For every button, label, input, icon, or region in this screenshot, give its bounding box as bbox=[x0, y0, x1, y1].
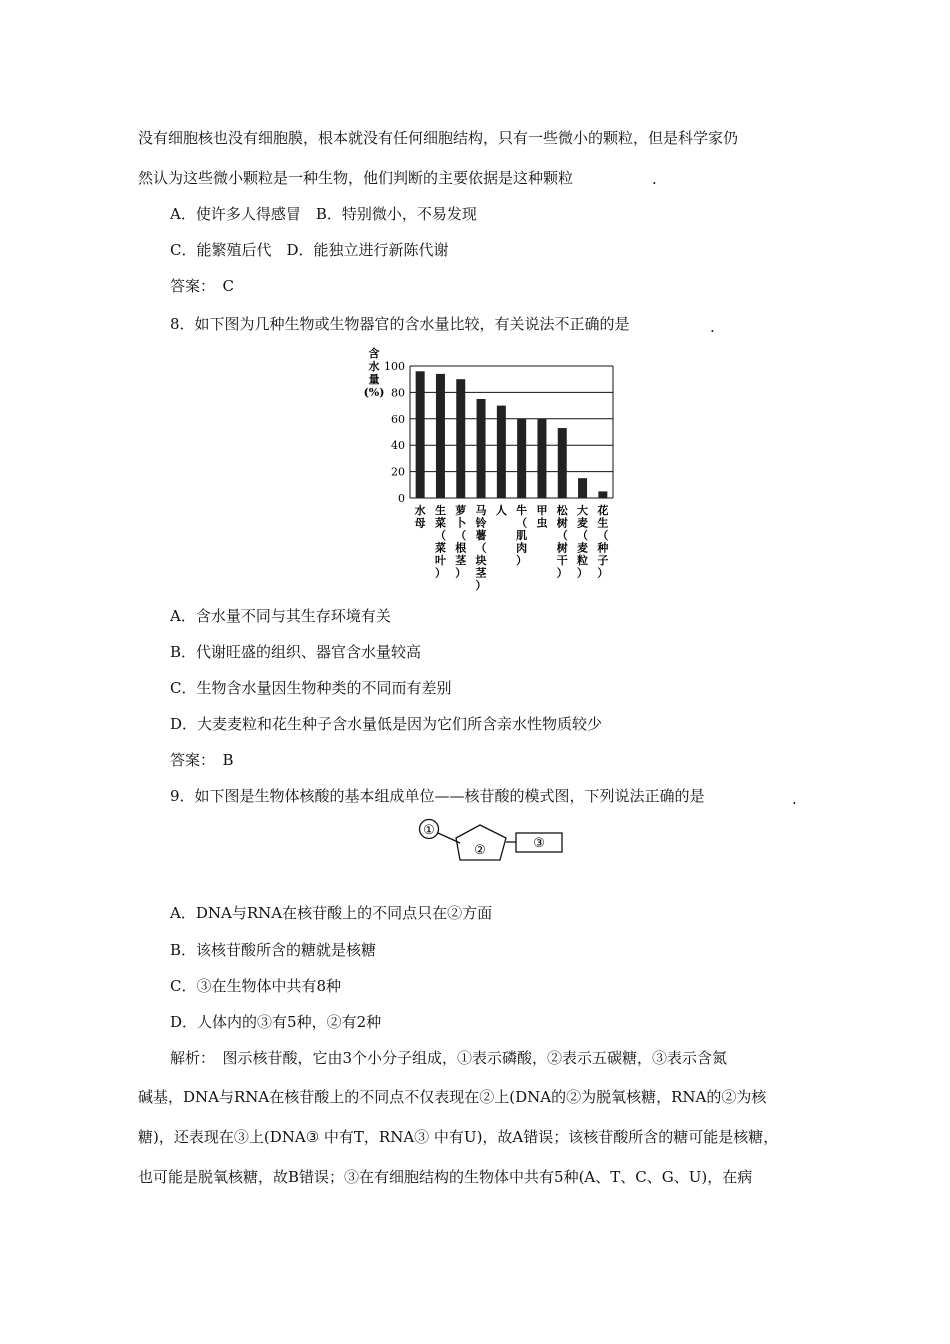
q8-blank: . bbox=[710, 318, 715, 336]
x-tick-label-char: 种 bbox=[597, 541, 609, 555]
x-tick-label-char: （ bbox=[577, 529, 589, 542]
q7-option-cd: C．能繁殖后代 D．能独立进行新陈代谢 bbox=[170, 241, 449, 259]
bar bbox=[537, 419, 546, 498]
y-tick-label: 40 bbox=[391, 439, 405, 453]
x-tick-label-char: （ bbox=[455, 529, 467, 542]
sugar-label: ② bbox=[474, 843, 486, 858]
y-tick-label: 0 bbox=[398, 492, 405, 505]
x-tick-label-char: 生 bbox=[434, 504, 446, 517]
q8-option-d: D．大麦麦粒和花生种子含水量低是因为它们所含亲水性物质较少 bbox=[170, 715, 603, 733]
q9-option-b: B．该核苷酸所含的糖就是核糖 bbox=[170, 941, 377, 959]
q8-stem: 8．如下图为几种生物或生物器官的含水量比较，有关说法不正确的是 bbox=[170, 315, 630, 333]
y-label-char: (%) bbox=[363, 386, 385, 399]
x-tick-label-char: 大 bbox=[577, 504, 589, 517]
q8-option-c: C．生物含水量因生物种类的不同而有差别 bbox=[170, 679, 452, 697]
bar bbox=[598, 491, 607, 498]
q9-option-d: D．人体内的③有5种，②有2种 bbox=[170, 1013, 382, 1031]
bar bbox=[558, 428, 567, 498]
bar bbox=[456, 379, 465, 498]
x-tick-label-char: 母 bbox=[414, 516, 426, 530]
q9-analysis-line2: 碱基，DNA与RNA在核苷酸上的不同点不仅表现在②上(DNA的②为脱氧核糖，RNA的②为核 bbox=[138, 1088, 767, 1106]
bars bbox=[416, 371, 608, 498]
x-tick-label-char: 马 bbox=[475, 504, 487, 517]
x-tick-label-char: （ bbox=[516, 516, 528, 530]
x-tick-label-char: 肉 bbox=[516, 541, 528, 555]
x-tick-label-char: 人 bbox=[495, 504, 507, 517]
bar bbox=[436, 374, 445, 498]
x-tick-label-char: （ bbox=[597, 529, 609, 542]
x-tick-label-char: 卜 bbox=[455, 516, 467, 530]
x-tick-label-char: 树 bbox=[556, 516, 568, 530]
bar bbox=[517, 419, 526, 498]
q7-blank: . bbox=[652, 170, 657, 188]
nucleotide-diagram bbox=[412, 816, 572, 876]
x-tick-label-char: 茎 bbox=[455, 554, 467, 567]
x-tick-label-char: （ bbox=[475, 541, 487, 555]
base-label: ③ bbox=[533, 836, 545, 851]
q8-option-a: A．含水量不同与其生存环境有关 bbox=[170, 607, 391, 625]
x-tick-label-char: 麦 bbox=[577, 516, 589, 530]
y-tick-label: 80 bbox=[391, 386, 405, 400]
q9-analysis-line1: 解析： 图示核苷酸，它由3个小分子组成，①表示磷酸，②表示五碳糖，③表示含氮 bbox=[170, 1049, 728, 1067]
q9-analysis-line4: 也可能是脱氧核糖，故B错误；③在有细胞结构的生物体中共有5种(A、T、C、G、U)，在病 bbox=[138, 1168, 753, 1186]
x-tick-label-char: 菜 bbox=[434, 541, 446, 555]
x-tick-label-char: 粒 bbox=[577, 554, 589, 567]
x-tick-label-char: 子 bbox=[597, 554, 609, 567]
y-label-char: 水 bbox=[368, 360, 380, 373]
q9-analysis-line3: 糖)，还表现在③上(DNA③ 中有T，RNA③ 中有U)，故A错误；该核苷酸所含的糖可能是核糖， bbox=[138, 1128, 779, 1146]
x-tick-label-char: ） bbox=[597, 566, 609, 580]
q7-option-ab: A．使许多人得感冒 B．特别微小，不易发现 bbox=[170, 205, 477, 223]
x-tick-label-char: ） bbox=[516, 554, 528, 567]
q9-option-a: A．DNA与RNA在核苷酸上的不同点只在②方面 bbox=[170, 904, 493, 922]
x-tick-label-char: 菜 bbox=[434, 516, 446, 530]
x-tick-label-char: 甲 bbox=[536, 504, 548, 517]
x-tick-label-char: 萝 bbox=[455, 504, 467, 517]
x-tick-label-char: 根 bbox=[455, 541, 467, 555]
q7-stem-line2: 然认为这些微小颗粒是一种生物，他们判断的主要依据是这种颗粒 bbox=[138, 169, 574, 187]
x-tick-label-char: 叶 bbox=[434, 554, 446, 567]
y-tick-label: 60 bbox=[391, 412, 405, 426]
x-tick-label-char: 肌 bbox=[516, 529, 528, 542]
x-tick-label-char: 牛 bbox=[516, 504, 528, 517]
x-tick-label-char: ） bbox=[475, 579, 487, 592]
q9-stem: 9．如下图是生物体核酸的基本组成单位——核苷酸的模式图，下列说法正确的是 bbox=[170, 787, 705, 805]
x-tick-label-char: 生 bbox=[597, 516, 609, 530]
q7-answer: 答案： C bbox=[170, 277, 234, 295]
x-tick-label-char: 块 bbox=[475, 554, 487, 567]
x-tick-label-char: （ bbox=[556, 529, 568, 542]
q9-option-c: C．③在生物体中共有8种 bbox=[170, 977, 342, 995]
x-tick-label-char: 树 bbox=[556, 541, 568, 555]
x-tick-label-char: 水 bbox=[414, 504, 426, 517]
x-tick-labels bbox=[415, 503, 609, 592]
y-tick-label: 20 bbox=[391, 465, 405, 479]
q8-option-b: B．代谢旺盛的组织、器官含水量较高 bbox=[170, 643, 422, 661]
x-tick-label-char: 虫 bbox=[536, 516, 548, 530]
bar bbox=[497, 406, 506, 498]
x-tick-label-char: 干 bbox=[556, 554, 568, 567]
bar bbox=[578, 478, 587, 498]
x-tick-label-char: ） bbox=[577, 566, 589, 580]
q8-answer: 答案： B bbox=[170, 751, 234, 769]
phosphate-label: ① bbox=[423, 823, 435, 838]
x-tick-label-char: ） bbox=[556, 566, 568, 580]
bar bbox=[477, 399, 486, 498]
y-tick-labels bbox=[384, 360, 405, 505]
y-label-char: 量 bbox=[368, 373, 380, 386]
x-tick-label-char: ） bbox=[455, 566, 467, 580]
x-tick-label-char: ） bbox=[434, 566, 446, 580]
q9-blank: . bbox=[792, 790, 797, 808]
y-axis-label bbox=[364, 346, 385, 399]
x-tick-label-char: （ bbox=[434, 529, 446, 542]
y-label-char: 含 bbox=[368, 347, 380, 360]
bar bbox=[416, 371, 425, 498]
q7-stem-line1: 没有细胞核也没有细胞膜，根本就没有任何细胞结构，只有一些微小的颗粒，但是科学家仍 bbox=[138, 129, 739, 147]
x-tick-label-char: 铃 bbox=[475, 516, 487, 530]
x-tick-label-char: 麦 bbox=[577, 541, 589, 555]
water-content-chart bbox=[355, 343, 625, 592]
x-tick-label-char: 松 bbox=[556, 504, 568, 517]
x-tick-label-char: 茎 bbox=[475, 566, 487, 580]
x-tick-label-char: 薯 bbox=[475, 529, 487, 542]
y-tick-label: 100 bbox=[384, 360, 405, 373]
x-tick-label-char: 花 bbox=[597, 504, 609, 517]
